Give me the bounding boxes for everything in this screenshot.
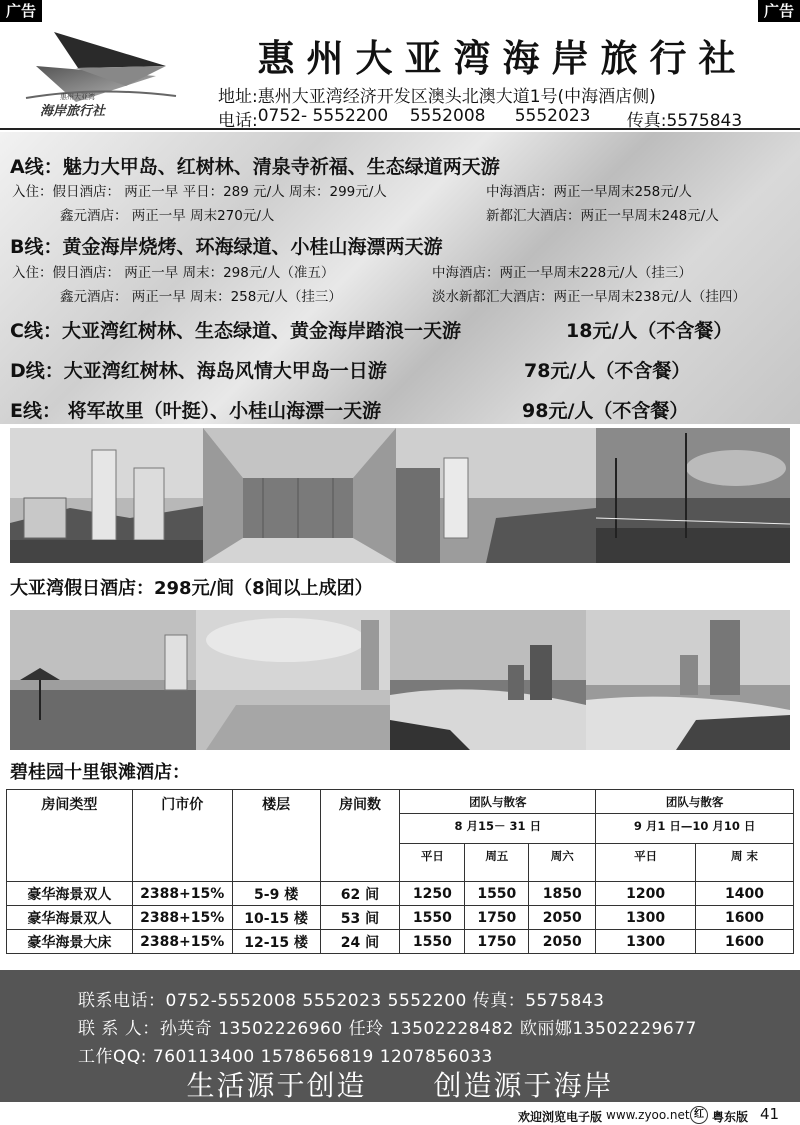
- header-period-1: 8 月15－ 31 日: [400, 814, 596, 844]
- rate-cell: 1300: [596, 906, 696, 930]
- line-d-price: 78元/人（不含餐）: [524, 360, 691, 382]
- contact-people: 联 系 人：孙英奇 13502226960 任玲 13502228482 欧丽娜13502229677: [78, 1019, 697, 1039]
- slogan-left: 生活源于创造: [186, 1069, 367, 1102]
- floor-cell: 5-9 楼: [232, 882, 320, 906]
- line-e-price: 98元/人（不含餐）: [522, 400, 689, 422]
- line-a-title: A线：魅力大甲岛、红树林、清泉寺祈福、生态绿道两天游: [10, 156, 500, 178]
- header-group-2: 团队与散客: [596, 790, 794, 814]
- table-row: [7, 906, 794, 930]
- count-cell: 53 间: [320, 906, 400, 930]
- beach-umbrella-photo: [10, 610, 196, 750]
- rate-cell: 2050: [529, 930, 596, 954]
- tennis-court-photo: [596, 428, 790, 563]
- rate-cell: 1600: [696, 906, 794, 930]
- header: [0, 22, 800, 130]
- footer-text: 欢迎浏览电子版: [518, 1110, 603, 1124]
- header-saturday: 周六: [529, 844, 596, 882]
- rate-cell: 1600: [696, 930, 794, 954]
- line-a-row-2-right: 新都汇大酒店：两正一早周末248元/人: [486, 208, 719, 224]
- room-price-table: [6, 789, 794, 954]
- room-type-cell: 豪华海景双人: [7, 906, 133, 930]
- price-cell: 2388+15%: [132, 906, 232, 930]
- header-group-1: 团队与散客: [400, 790, 596, 814]
- contact-row: [218, 106, 742, 131]
- table-row: [7, 882, 794, 906]
- rate-cell: 1250: [400, 882, 465, 906]
- header-weekend: 周 末: [696, 844, 794, 882]
- rate-cell: 1550: [465, 882, 529, 906]
- rate-cell: 1400: [696, 882, 794, 906]
- room-type-cell: 豪华海景双人: [7, 882, 133, 906]
- contact-qq: 工作QQ: 760113400 1578656819 1207856033: [78, 1047, 493, 1067]
- footer-url[interactable]: www.zyoo.net: [606, 1108, 690, 1122]
- hotel-towers-photo: [10, 428, 203, 563]
- line-b-row-1-right: 中海酒店：两正一早周末228元/人（挂三）: [432, 265, 692, 281]
- header-rack-price: 门市价: [132, 790, 232, 882]
- room-type-cell: 豪华海景大床: [7, 930, 133, 954]
- footer-edition: 粤东版: [712, 1110, 749, 1124]
- line-a-row-2-left: 鑫元酒店： 两正一早 周末270元/人: [60, 208, 275, 224]
- header-room-count: 房间数: [320, 790, 400, 882]
- line-b-title: B线：黄金海岸烧烤、环海绿道、小桂山海漂两天游: [10, 236, 443, 258]
- line-a-row-1-left: 入住：假日酒店： 两正一早 平日：289 元/人 周末：299元/人: [12, 184, 387, 200]
- floor-cell: 12-15 楼: [232, 930, 320, 954]
- line-b-row-1-left: 入住：假日酒店： 两正一早 周末：298元/人（准五）: [12, 265, 335, 281]
- slogan: [0, 1064, 800, 1104]
- page-number: 41: [760, 1105, 780, 1123]
- bgy-hotel-title: 碧桂园十里银滩酒店：: [10, 762, 190, 783]
- price-cell: 2388+15%: [132, 930, 232, 954]
- header-weekday-2: 平日: [596, 844, 696, 882]
- line-a-row-1-right: 中海酒店：两正一早周末258元/人: [486, 184, 692, 200]
- header-floor: 楼层: [232, 790, 320, 882]
- bay-beach-photo: [390, 610, 586, 750]
- header-friday: 周五: [465, 844, 529, 882]
- contact-phones: 联系电话：0752-5552008 5552023 5552200 传真：5575843: [78, 991, 605, 1011]
- tel-1: 0752- 5552200: [257, 106, 389, 126]
- rate-cell: 1850: [529, 882, 596, 906]
- rate-cell: 1550: [400, 906, 465, 930]
- fax: 传真:5575843: [626, 111, 743, 131]
- rate-cell: 1200: [596, 882, 696, 906]
- line-b-row-2-right: 淡水新都汇大酒店：两正一早周末238元/人（挂四）: [432, 289, 746, 305]
- photo-strip-top: [10, 428, 790, 563]
- header-period-2: 9 月1 日—10 月10 日: [596, 814, 794, 844]
- lobby-atrium-photo: [203, 428, 396, 563]
- line-c-title: C线：大亚湾红树林、生态绿道、黄金海岸踏浪一天游: [10, 320, 461, 342]
- header-room-type: 房间类型: [7, 790, 133, 882]
- rate-cell: 1750: [465, 906, 529, 930]
- line-c-price: 18元/人（不含餐）: [566, 320, 733, 342]
- count-cell: 62 间: [320, 882, 400, 906]
- table-row: [7, 930, 794, 954]
- company-name: 惠州大亚湾海岸旅行社: [257, 36, 748, 80]
- red-badge-icon: 红: [690, 1106, 708, 1124]
- pool-terrace-photo: [196, 610, 390, 750]
- rate-cell: 2050: [529, 906, 596, 930]
- tel-3: 5552023: [514, 106, 591, 126]
- slogan-right: 创造源于海岸: [433, 1069, 614, 1102]
- tour-lines-section: [0, 132, 800, 424]
- line-b-row-2-left: 鑫元酒店： 两正一早 周末：258元/人（挂三）: [60, 289, 342, 305]
- line-e-title: E线： 将军故里（叶挺）、小桂山海漂一天游: [10, 400, 382, 422]
- tel-label: 电话:: [218, 111, 258, 131]
- photo-strip-bottom: [10, 610, 790, 750]
- line-d-title: D线：大亚湾红树林、海岛风情大甲岛一日游: [10, 360, 387, 382]
- footer: [0, 1104, 800, 1125]
- logo-subtitle: 惠州大亚湾: [60, 93, 95, 101]
- contact-section: [0, 970, 800, 1102]
- holiday-hotel-title: 大亚湾假日酒店：298元/间（8间以上成团）: [10, 578, 373, 599]
- tel-2: 5552008: [409, 106, 486, 126]
- count-cell: 24 间: [320, 930, 400, 954]
- seaside-town-photo: [396, 428, 596, 563]
- ad-tag-right: 广告: [758, 0, 800, 22]
- rate-cell: 1550: [400, 930, 465, 954]
- rate-cell: 1750: [465, 930, 529, 954]
- ad-tag-left: 广告: [0, 0, 42, 22]
- floor-cell: 10-15 楼: [232, 906, 320, 930]
- price-cell: 2388+15%: [132, 882, 232, 906]
- address: 地址:惠州大亚湾经济开发区澳头北澳大道1号(中海酒店侧): [218, 87, 656, 107]
- rate-cell: 1300: [596, 930, 696, 954]
- logo-text: 海岸旅行社: [40, 104, 106, 119]
- coast-towers-photo: [586, 610, 790, 750]
- header-weekday: 平日: [400, 844, 465, 882]
